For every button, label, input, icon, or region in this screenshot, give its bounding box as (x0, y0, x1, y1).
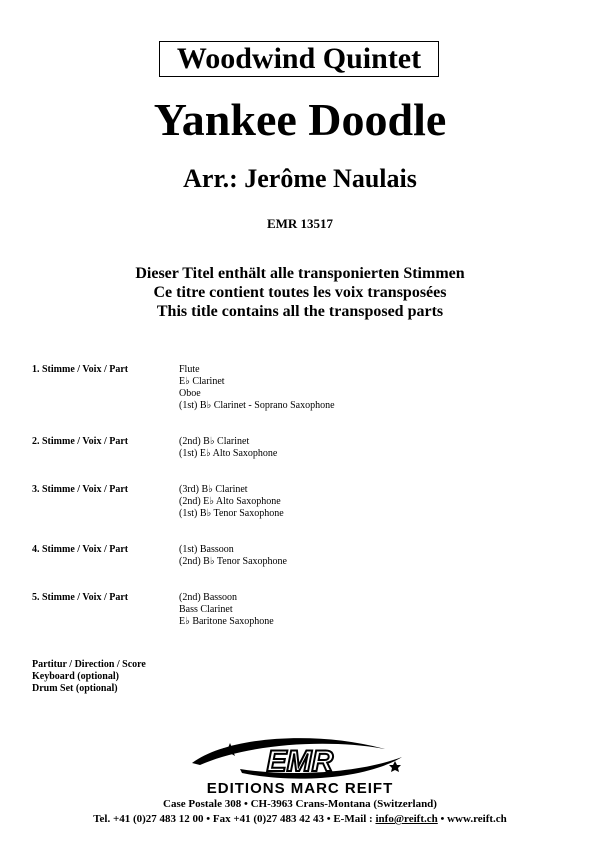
transposed-notice-fr: Ce titre contient toutes les voix transposées (153, 284, 447, 301)
part-1-instruments (179, 364, 335, 412)
publisher-logo (170, 733, 430, 795)
instrument: (1st) E♭ Alto Saxophone (179, 448, 278, 459)
part-2-instruments (179, 436, 277, 460)
part-3-instruments (179, 484, 284, 520)
logo-publisher-name: EDITIONS MARC REIFT (206, 780, 394, 795)
transposed-notice-de: Dieser Titel enthält alle transponierten Stimmen (135, 265, 465, 282)
transposed-notice-en: This title contains all the transposed parts (156, 303, 444, 320)
arranger: Arr.: Jerôme Naulais (183, 164, 417, 193)
part-4-instruments (179, 544, 287, 568)
instrument: E♭ Clarinet (179, 376, 225, 387)
instrument: Flute (179, 364, 200, 375)
part-5-label: 5. Stimme / Voix / Part (32, 592, 129, 603)
instrument: (2nd) B♭ Tenor Saxophone (179, 556, 287, 567)
catalog-number: EMR 13517 (266, 216, 334, 231)
logo-emr-text: EMR (266, 745, 334, 778)
instrument: (3rd) B♭ Clarinet (179, 484, 248, 495)
email-link[interactable]: info@reift.ch (375, 813, 438, 825)
part-3-label: 3. Stimme / Voix / Part (32, 484, 129, 495)
contact-website: • www.reift.ch (437, 813, 507, 825)
drumset-line: Drum Set (optional) (32, 683, 118, 694)
keyboard-line: Keyboard (optional) (32, 671, 119, 682)
emr-logo-icon (170, 733, 430, 795)
score-line: Partitur / Direction / Score (32, 659, 146, 670)
instrument: E♭ Baritone Saxophone (179, 616, 274, 627)
piece-title: Yankee Doodle (153, 94, 447, 145)
publisher-address: Case Postale 308 • CH-3963 Crans-Montana (Switzerland) (163, 798, 437, 810)
instrument: (2nd) B♭ Clarinet (179, 436, 250, 447)
part-1-label: 1. Stimme / Voix / Part (32, 364, 129, 375)
instrument: (1st) B♭ Clarinet - Soprano Saxophone (179, 400, 335, 411)
instrument: (1st) B♭ Tenor Saxophone (179, 508, 284, 519)
part-2-label: 2. Stimme / Voix / Part (32, 436, 129, 447)
instrument: (2nd) E♭ Alto Saxophone (179, 496, 281, 507)
ensemble-box: Woodwind Quintet (159, 41, 439, 77)
instrument: Bass Clarinet (179, 604, 233, 615)
publisher-contact (0, 813, 600, 826)
instrument: (2nd) Bassoon (179, 592, 238, 603)
part-5-instruments (179, 592, 274, 628)
instrument: (1st) Bassoon (179, 544, 234, 555)
contact-phone-fax: Tel. +41 (0)27 483 12 00 • Fax +41 (0)27 483 42 43 • E-Mail : (93, 813, 376, 825)
part-4-label: 4. Stimme / Voix / Part (32, 544, 129, 555)
instrument: Oboe (179, 388, 201, 399)
extras-list (32, 659, 146, 695)
transposed-notice (0, 264, 600, 321)
